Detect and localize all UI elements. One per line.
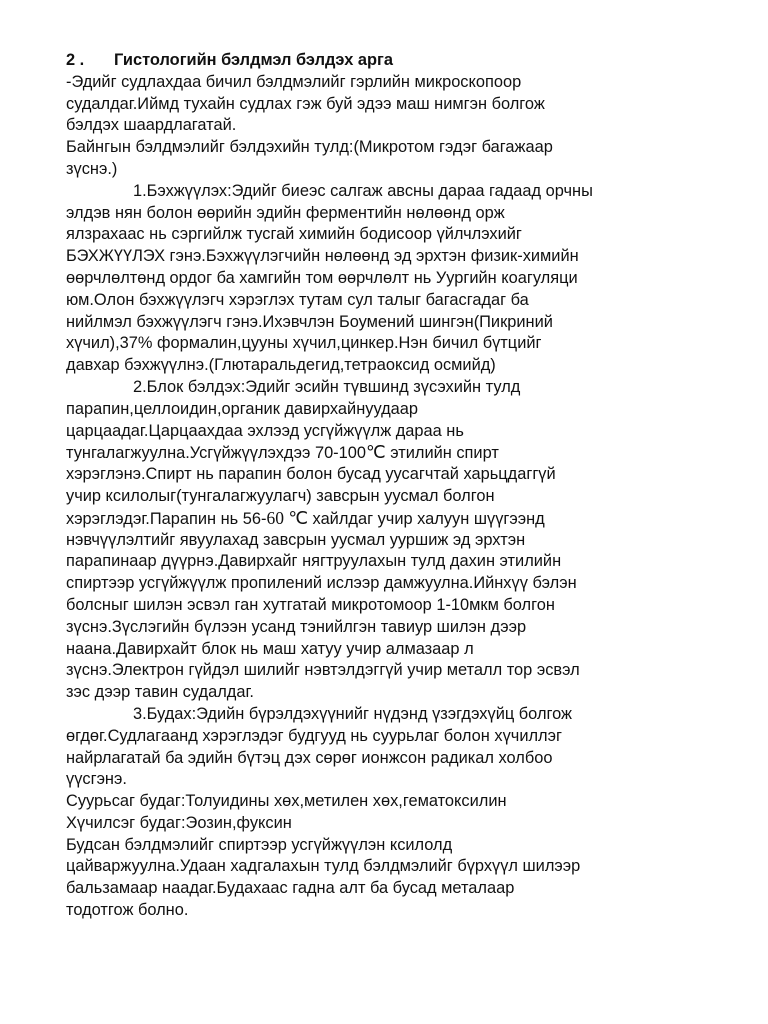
paragraph-line: царцаадаг.Царцаахдаа эхлээд усгүйжүүлж дараа нь — [66, 421, 464, 440]
paragraph-line: нийлмэл бэхжүүлэгч гэнэ.Ихэвчлэн Боумений шингэн(Пикриний — [66, 312, 553, 331]
paragraph-line: Хүчилсэг будаг:Эозин,фуксин — [66, 813, 292, 832]
paragraph-line: давхар бэхжүүлнэ.(Глютаральдегид,тетраоксид осмийд) — [66, 356, 496, 375]
paragraph-line: парапин,целлоидин,органик давирхайнуудаар — [66, 399, 419, 418]
paragraph-line: спиртээр усгүйжүүлж пропилений ислээр дамжуулна.Ийнхүү бэлэн — [66, 574, 577, 593]
paragraph-line: ялзрахаас нь сэргийлж тусгай химийн бодисоор үйлчлэхийг — [66, 225, 522, 244]
celsius-symbol: ℃ — [366, 442, 386, 463]
paragraph-line: наана.Давирхайт блок нь маш хатуу учир алмазаар л — [66, 639, 474, 658]
paragraph-line: цайваржуулна.Удаан хадгалахын тулд бэлдмэлийг бүрхүүл шилээр — [66, 857, 581, 876]
paragraph-line: учир ксилолыг(тунгалагжуулагч) завсрын уусмал болгон — [66, 486, 495, 505]
paragraph-line: парапинаар дүүрнэ.Давирхайг нягтруулахын тулд дахин этилийн — [66, 552, 562, 571]
subsection-block: 2.Блок бэлдэх:Эдийг эсийн түвшинд зүсэхийн тулд — [133, 377, 521, 396]
paragraph-line: болсныг шилэн эсвэл ган хутгатай микротомоор 1-10мкм болгон — [66, 595, 555, 614]
paragraph-line: Суурьсаг будаг:Толуидины хөх,метилен хөх,гематоксилин — [66, 792, 507, 811]
paragraph-line: бэлдэх шаардлагатай. — [66, 116, 237, 135]
paragraph-line: тодотгож болно. — [66, 901, 189, 920]
paragraph-line: Будсан бэлдмэлийг спиртээр усгүйжүүлэн ксилолд — [66, 835, 453, 854]
line-text: хэрэглэдэг.Парапин нь 56- — [66, 509, 267, 528]
paragraph-line: -Эдийг судлахдаа бичил бэлдмэлийг гэрлийн микроскопоор — [66, 72, 522, 91]
paragraph-line: элдэв нян болон өөрийн эдийн ферментийн нөлөөнд орж — [66, 203, 505, 222]
paragraph-line: зэс дээр тавин судалдаг. — [66, 683, 254, 702]
section-number: 2 . — [66, 51, 85, 69]
paragraph-line: судалдаг.Иймд тухайн судлах гэж буй эдээ маш нимгэн болгож — [66, 94, 545, 113]
paragraph-line: зүснэ.Зүслэгийн бүлээн усанд тэнийлгэн тавиур шилэн дээр — [66, 617, 527, 636]
paragraph-line: хэрэглэнэ.Спирт нь парапин болон бусад уусагчтай харьцдаггүй — [66, 465, 556, 484]
section-heading — [66, 50, 756, 72]
paragraph-line: нэвчүүлэлтийг явуулахад завсрын уусмал ууршиж эд эрхтэн — [66, 530, 526, 549]
paragraph-line: юм.Олон бэхжүүлэгч хэрэглэх тутам сул талыг багасгадаг ба — [66, 290, 529, 309]
line-text: хайлдаг учир халуун шүүгээнд — [308, 509, 545, 528]
paragraph-line: Байнгын бэлдмэлийг бэлдэхийн тулд:(Микротом гэдэг багажаар — [66, 138, 553, 157]
paragraph-line: найрлагатай ба эдийн бүтэц дэх сөрөг ионжсон радикал холбоо — [66, 748, 553, 767]
paragraph-line: өгдөг.Судлагаанд хэрэглэдэг будгууд нь суурьлаг болон хүчиллэг — [66, 726, 562, 745]
paragraph-line — [66, 442, 756, 464]
paragraph-line: бальзамаар наадаг.Будахаас гадна алт ба бусад металаар — [66, 879, 515, 898]
paragraph-line: хүчил),37% формалин,цууны хүчил,цинкер.Нэн бичил бүтцийг — [66, 334, 542, 353]
paragraph-line: өөрчлөлтөнд ордог ба хамгийн том өөрчлөлт нь Уургийн коагуляци — [66, 268, 578, 287]
line-text: тунгалагжуулна.Усгүйжүүлэхдээ 70-100 — [66, 444, 366, 463]
section-title: Гистологийн бэлдмэл бэлдэх арга — [114, 51, 393, 69]
paragraph-line — [66, 508, 756, 530]
paragraph-line: үүсгэнэ. — [66, 770, 127, 789]
subsection-fixation: 1.Бэхжүүлэх:Эдийг биеэс салгаж авсны дараа гадаад орчны — [133, 181, 593, 200]
paragraph-line: зүснэ.) — [66, 159, 118, 178]
subsection-staining: 3.Будах:Эдийн бүрэлдэхүүнийг нүдэнд үзэгдэхүйц болгож — [133, 704, 573, 723]
line-text: этилийн спирт — [385, 444, 499, 463]
document-page — [66, 50, 756, 922]
paragraph-line: зүснэ.Электрон гүйдэл шилийг нэвтэлдэггүй учир металл тор эсвэл — [66, 661, 580, 680]
paragraph-line: БЭХЖҮҮЛЭХ гэнэ.Бэхжүүлэгчийн нөлөөнд эд эрхтэн физик-химийн — [66, 247, 579, 266]
temperature-value: 60 ℃ — [266, 507, 308, 528]
